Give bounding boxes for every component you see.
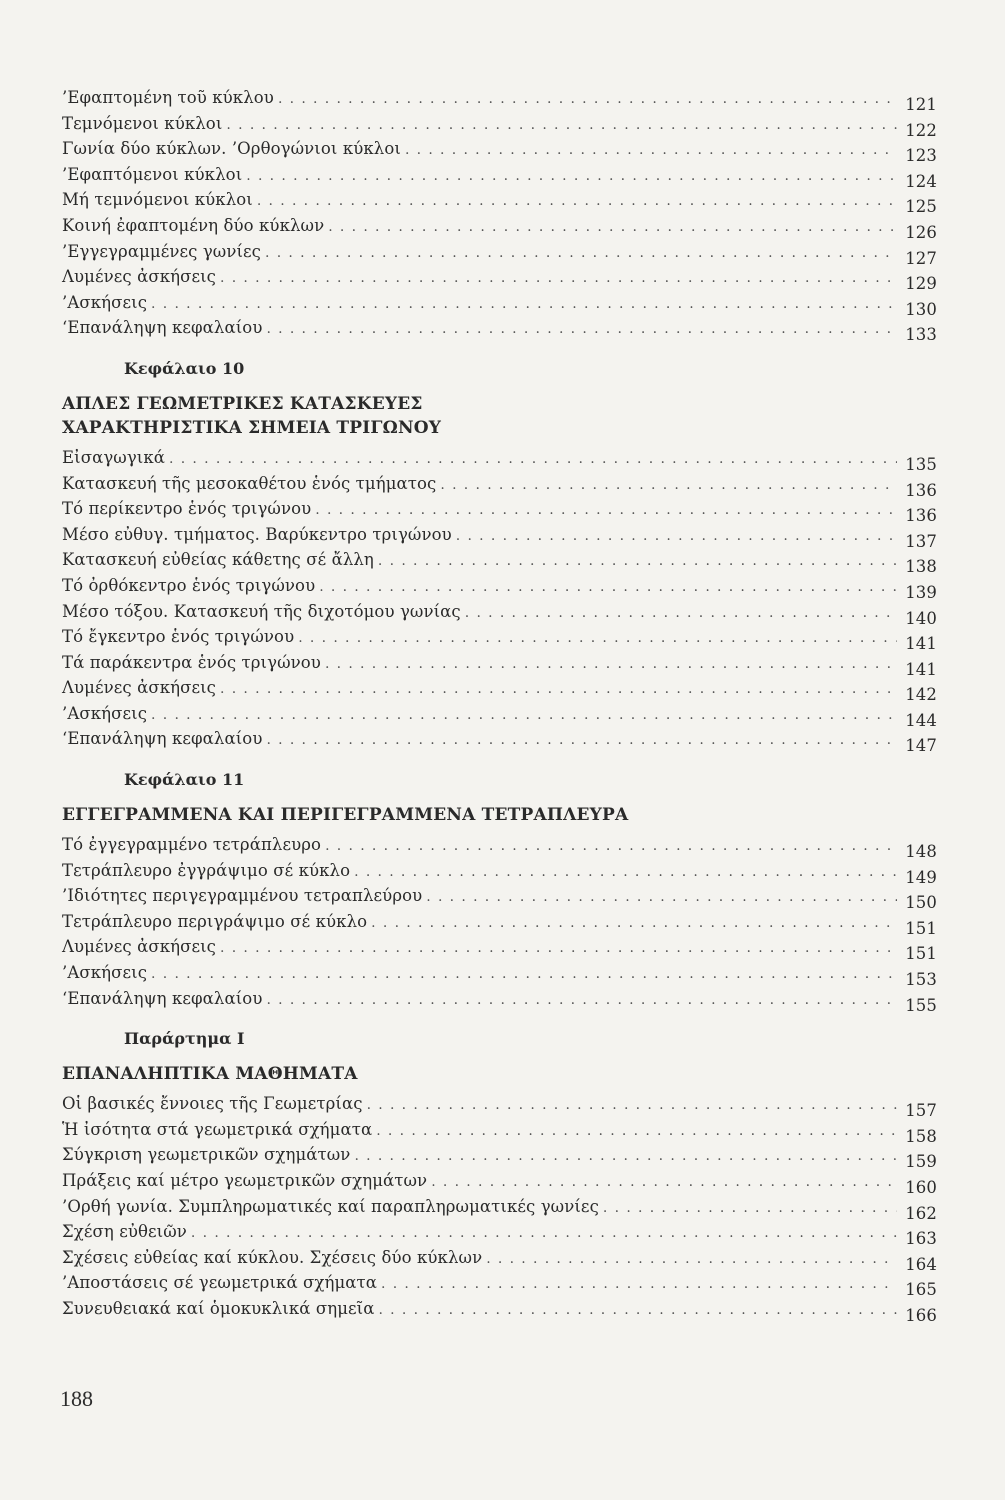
toc-entry-title: Μέσο εὐθυγ. τμήματος. Βαρύκεντρο τριγώνου [62, 524, 452, 544]
dot-leader [456, 528, 897, 544]
dot-leader [381, 1276, 897, 1292]
toc-entry [62, 1222, 937, 1248]
toc-entry [62, 318, 937, 344]
toc-entry-page: 153 [905, 970, 937, 990]
toc-section [62, 88, 937, 344]
dot-leader [151, 296, 897, 312]
dot-leader [378, 553, 897, 569]
toc-entry [62, 729, 937, 755]
toc-entry-page: 133 [905, 325, 937, 345]
toc-section [62, 354, 937, 755]
dot-leader [169, 451, 897, 467]
toc-entry-title: ’Εγγεγραμμένες γωνίες [62, 241, 262, 261]
toc-entry-title: Τεμνόμενοι κύκλοι [62, 113, 223, 133]
toc-entry-page: 157 [905, 1101, 937, 1121]
toc-entry-page: 136 [905, 506, 937, 526]
toc-entry-page: 139 [905, 582, 937, 602]
toc-entry [62, 1171, 937, 1197]
toc-entry-page: 158 [905, 1126, 937, 1146]
toc-entry-page: 126 [905, 222, 937, 242]
toc-entry [62, 242, 937, 268]
dot-leader [220, 681, 897, 697]
toc-entry-title: ’Ασκήσεις [62, 963, 148, 983]
toc-entry [62, 499, 937, 525]
toc-entry-title: Κοινή ἐφαπτομένη δύο κύκλων [62, 215, 325, 235]
toc-entry-page: 151 [905, 918, 937, 938]
toc-entry-title: Τά παράκεντρα ἑνός τριγώνου [62, 652, 321, 672]
toc-entry [62, 1197, 937, 1223]
toc-entry-page: 160 [905, 1178, 937, 1197]
toc-entry-page: 148 [905, 842, 937, 862]
toc-entry [62, 1273, 937, 1299]
dot-leader [266, 732, 897, 748]
toc-entry-page: 149 [905, 867, 937, 887]
toc-entry-title: Λυμένες ἀσκήσεις [62, 267, 217, 287]
toc-entry-title: Μή τεμνόμενοι κύκλοι [62, 190, 253, 210]
dot-leader [226, 117, 897, 133]
dot-leader [319, 579, 897, 595]
toc-entry-page: 166 [905, 1305, 937, 1325]
dot-leader [328, 219, 897, 235]
toc-entry [62, 576, 937, 602]
toc-entry [62, 989, 937, 1015]
dot-leader [266, 321, 897, 337]
toc-entry-page: 135 [905, 454, 937, 474]
toc-entry-title: Τό ὀρθόκεντρο ἑνός τριγώνου [62, 575, 316, 595]
toc-entry-page: 144 [905, 710, 937, 730]
toc-entry [62, 267, 937, 293]
toc-entry-title: Τετράπλευρο ἐγγράψιμο σέ κύκλο [62, 860, 351, 880]
dot-leader [426, 889, 897, 905]
toc-entry [62, 835, 937, 861]
toc-entry [62, 1299, 937, 1325]
toc-entry [62, 1120, 937, 1146]
toc-entry [62, 216, 937, 242]
page-number: 188 [60, 1386, 93, 1411]
toc-entry-page: 141 [905, 634, 937, 654]
dot-leader [465, 605, 897, 621]
toc-entry-page: 150 [905, 893, 937, 913]
toc-entry-title: Σχέση εὐθειῶν [62, 1222, 187, 1242]
dot-leader [486, 1251, 897, 1267]
toc-entry-title: Εἰσαγωγικά [62, 447, 166, 467]
toc-entry [62, 165, 937, 191]
toc-entry [62, 139, 937, 165]
toc-entry-title: Λυμένες ἀσκήσεις [62, 678, 217, 698]
dot-leader [151, 707, 897, 723]
toc-entry-title: Σύγκριση γεωμετρικῶν σχημάτων [62, 1145, 351, 1165]
toc-entry-title: ’Ασκήσεις [62, 703, 148, 723]
toc-entry [62, 525, 937, 551]
toc-entry-title: Κατασκευή τῆς μεσοκαθέτου ἑνός τμήματος [62, 473, 437, 493]
toc-entry-page: 137 [905, 531, 937, 551]
toc-entry-title: Μέσο τόξου. Κατασκευή τῆς διχοτόμου γωνίας [62, 601, 461, 621]
dot-leader [378, 1302, 897, 1318]
dot-leader [376, 1123, 897, 1139]
chapter-title: ΧΑΡΑΚΤΗΡΙΣΤΙΚΑ ΣΗΜΕΙΑ ΤΡΙΓΩΝΟΥ [62, 417, 442, 438]
toc-entry-title: Πράξεις καί μέτρο γεωμετρικῶν σχημάτων [62, 1171, 428, 1190]
chapter-title: ΑΠΛΕΣ ΓΕΩΜΕΤΡΙΚΕΣ ΚΑΤΑΣΚΕΥΕΣ [62, 393, 423, 414]
toc-entry-page: 141 [905, 659, 937, 679]
toc-entry-page: 127 [905, 248, 937, 268]
toc-entry [62, 293, 937, 319]
dot-leader [191, 1225, 897, 1241]
toc-entry-page: 123 [905, 146, 937, 166]
toc-entry [62, 912, 937, 938]
dot-leader [257, 193, 897, 209]
toc-entry [62, 627, 937, 653]
toc-entry-title: Γωνία δύο κύκλων. ’Ορθογώνιοι κύκλοι [62, 139, 401, 159]
toc-entry-page: 165 [905, 1280, 937, 1300]
toc-entry [62, 1094, 937, 1120]
toc-entry-page: 142 [905, 685, 937, 705]
toc-entry [62, 88, 937, 114]
toc-entry-page: 129 [905, 274, 937, 294]
toc-entry-title: Συνευθειακά καί ὁμοκυκλικά σημεῖα [62, 1298, 375, 1318]
toc-entry-title: Τό περίκεντρο ἑνός τριγώνου [62, 499, 312, 519]
toc-entry-page: 159 [905, 1152, 937, 1172]
toc-entry-title: ’Ορθή γωνία. Συμπληρωματικές καί παραπληρωματικές γωνίες [62, 1196, 599, 1216]
dot-leader [367, 1097, 897, 1113]
dot-leader [431, 1174, 897, 1190]
dot-leader [278, 91, 897, 107]
toc-section [62, 765, 937, 1014]
chapter-title: ΕΠΑΝΑΛΗΠΤΙΚΑ ΜΑΘΗΜΑΤΑ [62, 1064, 358, 1085]
toc-entry-title: ‘Επανάληψη κεφαλαίου [62, 318, 263, 338]
toc-entry-page: 121 [905, 95, 937, 114]
toc-entry-page: 122 [905, 120, 937, 140]
dot-leader [354, 1148, 897, 1164]
toc-entry [62, 1145, 937, 1171]
toc-entry [62, 474, 937, 500]
toc-entry-page: 151 [905, 944, 937, 964]
toc-entry [62, 114, 937, 140]
toc-entry-title: Τό ἐγγεγραμμένο τετράπλευρο [62, 835, 322, 855]
toc-entry-title: ’Ασκήσεις [62, 292, 148, 312]
toc-entry-page: 140 [905, 608, 937, 628]
toc-entry [62, 704, 937, 730]
dot-leader [220, 940, 897, 956]
toc-entry-page: 138 [905, 557, 937, 577]
dot-leader [220, 270, 897, 286]
toc-entry [62, 602, 937, 628]
toc-entry-page: 130 [905, 299, 937, 319]
table-of-contents [62, 88, 937, 1325]
toc-entry-page: 125 [905, 197, 937, 217]
toc-entry [62, 963, 937, 989]
dot-leader [298, 630, 897, 646]
toc-entry-title: Ἡ ἰσότητα στά γεωμετρικά σχήματα [62, 1119, 373, 1139]
chapter-label: Κεφάλαιο 10 [124, 358, 245, 378]
dot-leader [151, 966, 897, 982]
dot-leader [315, 502, 897, 518]
toc-entry-page: 155 [905, 995, 937, 1015]
dot-leader [354, 864, 897, 880]
chapter-title: ΕΓΓΕΓΡΑΜΜΕΝΑ ΚΑΙ ΠΕΡΙΓΕΓΡΑΜΜΕΝΑ ΤΕΤΡΑΠΛΕΥΡΑ [62, 805, 629, 826]
dot-leader [265, 245, 897, 261]
toc-entry-title: ‘Επανάληψη κεφαλαίου [62, 729, 263, 749]
toc-entry-title: Οἱ βασικές ἔννοιες τῆς Γεωμετρίας [62, 1094, 363, 1114]
toc-entry-title: Κατασκευή εὐθείας κάθετης σέ ἄλλη [62, 550, 374, 570]
toc-entry-title: ’Αποστάσεις σέ γεωμετρικά σχήματα [62, 1273, 378, 1293]
toc-entry [62, 190, 937, 216]
toc-entry [62, 448, 937, 474]
toc-entry-title: Σχέσεις εὐθείας καί κύκλου. Σχέσεις δύο κύκλων [62, 1247, 483, 1267]
toc-entry [62, 861, 937, 887]
dot-leader [325, 838, 897, 854]
toc-entry-title: ‘Επανάληψη κεφαλαίου [62, 988, 263, 1008]
toc-entry [62, 550, 937, 576]
toc-entry [62, 653, 937, 679]
toc-entry-title: ’Εφαπτομένη τοῦ κύκλου [62, 88, 274, 107]
dot-leader [371, 915, 897, 931]
toc-entry-page: 164 [905, 1254, 937, 1274]
dot-leader [603, 1200, 897, 1216]
chapter-label: Παράρτημα Ι [124, 1029, 245, 1049]
toc-entry-page: 147 [905, 736, 937, 756]
toc-entry [62, 886, 937, 912]
toc-entry [62, 678, 937, 704]
toc-entry-title: ’Ιδιότητες περιγεγραμμένου τετραπλεύρου [62, 886, 423, 906]
dot-leader [325, 656, 897, 672]
toc-entry-title: Τετράπλευρο περιγράψιμο σέ κύκλο [62, 911, 368, 931]
toc-entry-page: 163 [905, 1229, 937, 1249]
dot-leader [440, 477, 897, 493]
toc-entry-page: 162 [905, 1203, 937, 1223]
toc-entry-page: 136 [905, 480, 937, 500]
toc-entry [62, 937, 937, 963]
dot-leader [405, 142, 897, 158]
toc-entry-page: 124 [905, 171, 937, 191]
toc-entry-title: Λυμένες ἀσκήσεις [62, 937, 217, 957]
dot-leader [266, 992, 897, 1008]
dot-leader [246, 168, 897, 184]
chapter-label: Κεφάλαιο 11 [124, 770, 245, 790]
toc-entry-title: ’Εφαπτόμενοι κύκλοι [62, 164, 243, 184]
toc-entry-title: Τό ἔγκεντρο ἑνός τριγώνου [62, 627, 295, 647]
toc-entry [62, 1248, 937, 1274]
toc-section [62, 1024, 937, 1324]
